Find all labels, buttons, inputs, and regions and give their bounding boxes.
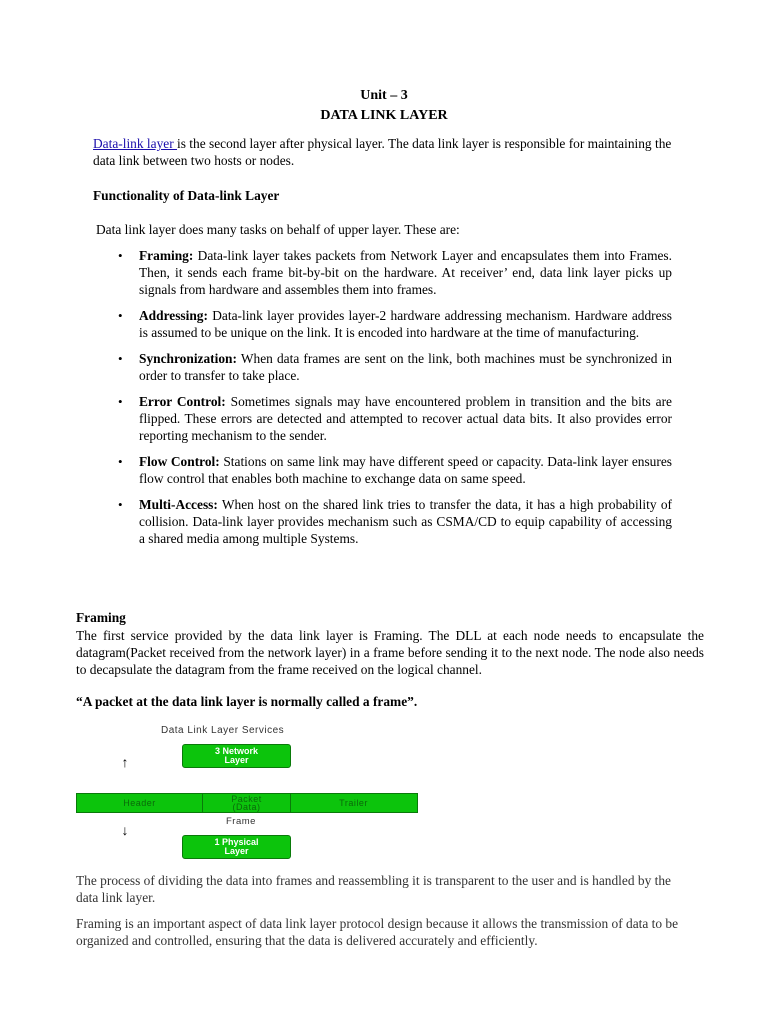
- list-item: [118, 247, 672, 298]
- page-title: DATA LINK LAYER: [320, 108, 448, 123]
- item-term: Error Control:: [139, 394, 226, 409]
- frame-trailer-cell: Trailer: [339, 798, 368, 808]
- frame-label: Frame: [226, 816, 256, 827]
- bullet-icon: •: [118, 497, 123, 512]
- item-term: Synchronization:: [139, 351, 237, 366]
- frame-header-cell: Header: [123, 798, 156, 808]
- bullet-icon: •: [118, 351, 123, 366]
- framing-paragraph: The first service provided by the data link layer is Framing. The DLL at each node needs to encapsulate the datagram(Packet received from the network layer) in a frame before sending it to the next node. The node also needs to decapsulate the datagram from the frame received on the logical channel.: [76, 628, 704, 677]
- item-term: Framing:: [139, 248, 194, 263]
- list-item: [118, 453, 672, 487]
- arrow-up-icon: ↑: [121, 754, 129, 770]
- dll-services-diagram: [76, 722, 418, 860]
- functionality-heading: Functionality of Data-link Layer: [93, 188, 280, 203]
- functionality-list: [118, 247, 672, 556]
- diagram-title: Data Link Layer Services: [161, 725, 285, 736]
- bullet-icon: •: [118, 308, 123, 323]
- list-item: [118, 393, 672, 444]
- frame-packet-cell: [202, 794, 291, 813]
- framing-heading: Framing: [76, 610, 126, 625]
- list-item: [118, 307, 672, 341]
- item-text: When host on the shared link tries to transfer the data, it has a high probability of collision. Data-link layer provides mechanism such as CSMA/CD to equip capability of accessing a shared media among multiple Systems.: [139, 497, 672, 546]
- framing-quote: “A packet at the data link layer is normally called a frame”.: [76, 694, 418, 709]
- closing-paragraph-2: Framing is an important aspect of data link layer protocol design because it allows the transmission of data to be organized and controlled, ensuring that the data is delivered accurately and efficiently.: [76, 916, 679, 948]
- network-box-line1: 3 Network: [214, 746, 258, 756]
- physical-box-line2: Layer: [224, 846, 249, 856]
- bullet-icon: •: [118, 248, 123, 263]
- item-text: Stations on same link may have different speed or capacity. Data-link layer ensures flow control that enables both machine to exchange data on same speed.: [139, 454, 672, 486]
- network-box-line2: Layer: [224, 755, 249, 765]
- list-item: [118, 496, 672, 547]
- closing-paragraph-1: The process of dividing the data into frames and reassembling it is transparent to the user and is handled by the data link layer.: [76, 873, 671, 905]
- item-term: Multi-Access:: [139, 497, 218, 512]
- bullet-icon: •: [118, 454, 123, 469]
- physical-layer-box: [182, 835, 291, 859]
- data-link-layer-link[interactable]: Data-link layer: [93, 136, 178, 151]
- item-text: Data-link layer takes packets from Network Layer and encapsulates them into Frames. Then, it sends each frame bit-by-bit on the hardware. At receiver’ end, data link layer picks up signals from hardware and assembles them into frames.: [139, 248, 672, 297]
- list-item: [118, 350, 672, 384]
- bullet-icon: •: [118, 394, 123, 409]
- network-layer-box: [182, 744, 291, 768]
- intro-text: is the second layer after physical layer. The data link layer is responsible for maintaining the data link between two hosts or nodes.: [93, 136, 672, 168]
- unit-heading: Unit – 3: [360, 88, 408, 103]
- packet-line1: Packet: [231, 794, 262, 804]
- intro-paragraph: [93, 135, 693, 169]
- item-text: When data frames are sent on the link, both machines must be synchronized in order to transfer to take place.: [139, 351, 672, 383]
- item-text: Sometimes signals may have encountered problem in transition and the bits are flipped. These errors are detected and attempted to recover actual data bits. It also provides error reporting mechanism to the sender.: [139, 394, 673, 443]
- item-term: Flow Control:: [139, 454, 220, 469]
- item-term: Addressing:: [139, 308, 208, 323]
- item-text: Data-link layer provides layer-2 hardware addressing mechanism. Hardware address is assumed to be unique on the link. It is encoded into hardware at the time of manufacturing.: [139, 308, 672, 340]
- packet-line2: (Data): [232, 802, 261, 812]
- physical-box-line1: 1 Physical: [214, 837, 259, 847]
- functionality-lead: Data link layer does many tasks on behalf of upper layer. These are:: [96, 222, 460, 237]
- frame-bar: [76, 793, 418, 813]
- arrow-down-icon: ↓: [121, 822, 129, 838]
